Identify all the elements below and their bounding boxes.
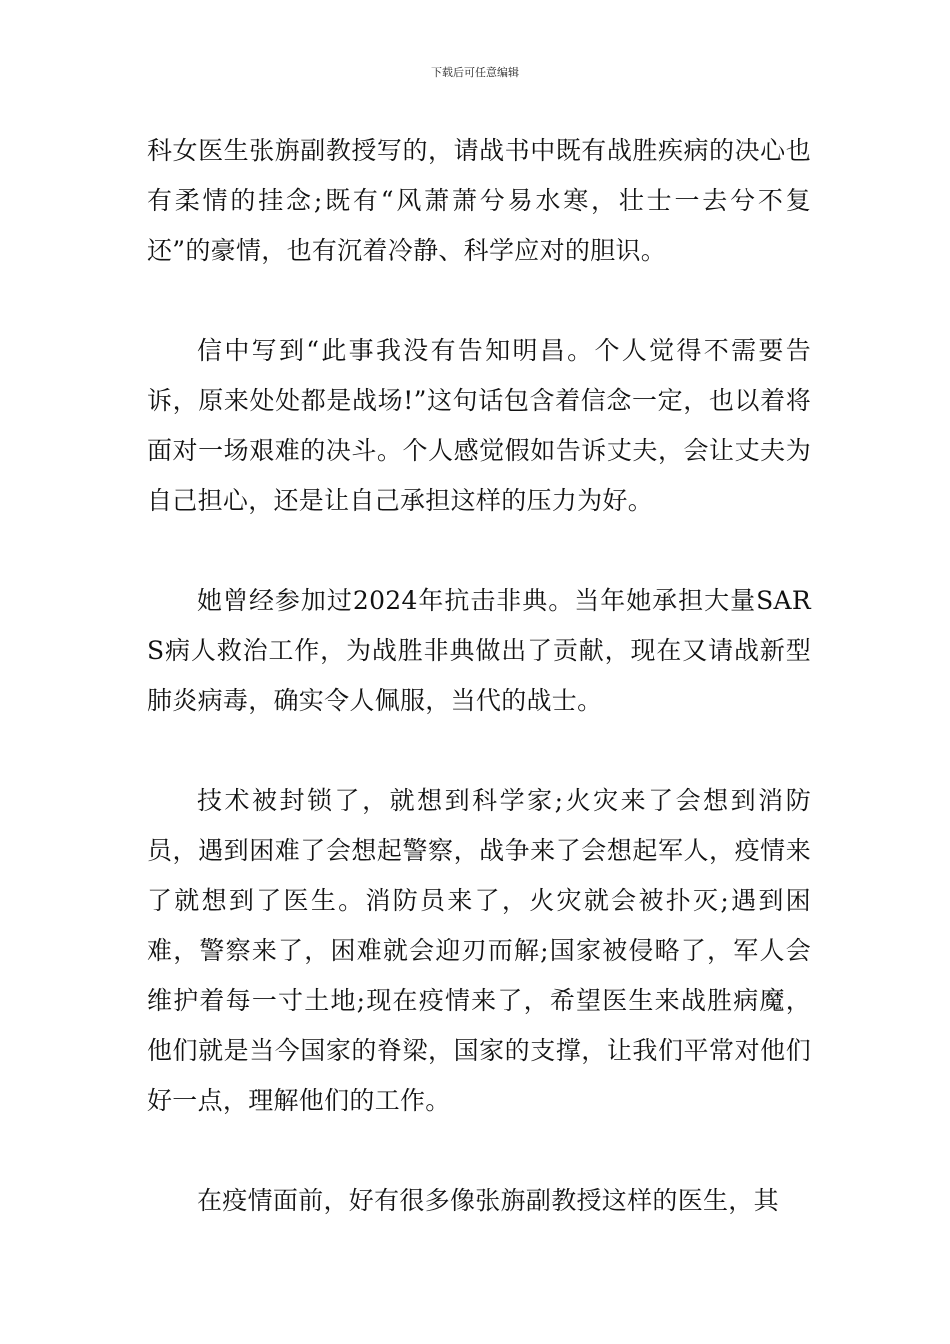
- paragraph-spacer: [147, 276, 811, 326]
- paragraph-2: 信中写到“此事我没有告知明昌。个人觉得不需要告诉，原来处处都是战场!”这句话包含着信念一定，也以着将面对一场艰难的决斗。个人感觉假如告诉丈夫，会让丈夫为自己担心，还是让自己承担这样的压力为好。: [147, 336, 811, 515]
- paragraph-spacer: [147, 1126, 811, 1176]
- paragraph-5: 在疫情面前，好有很多像张旃副教授这样的医生，其: [197, 1186, 779, 1215]
- paragraph-4: 技术被封锁了，就想到科学家;火灾来了会想到消防员，遇到困难了会想起警察，战争来了会想起军人，疫情来了就想到了医生。消防员来了，火灾就会被扑灭;遇到困难，警察来了，困难就会迎刃而解;国家被侵略了，军人会维护着每一寸土地;现在疫情来了，希望医生来战胜病魔，他们就是当今国家的脊梁，国家的支撑，让我们平常对他们好一点，理解他们的工作。: [147, 786, 811, 1115]
- paragraph-1: 科女医生张旃副教授写的，请战书中既有战胜疾病的决心也有柔情的挂念;既有“风萧萧兮易水寒，壮士一去兮不复还”的豪情，也有沉着冷静、科学应对的胆识。: [147, 136, 811, 265]
- page-header-note: 下载后可任意编辑: [431, 66, 519, 79]
- paragraph-3: 她曾经参加过2024年抗击非典。当年她承担大量SARS病人救治工作，为战胜非典做出了贡献，现在又请战新型肺炎病毒，确实令人佩服，当代的战士。: [147, 586, 811, 715]
- paragraph-spacer: [147, 526, 811, 576]
- paragraph-spacer: [147, 726, 811, 776]
- document-body: [147, 126, 811, 1226]
